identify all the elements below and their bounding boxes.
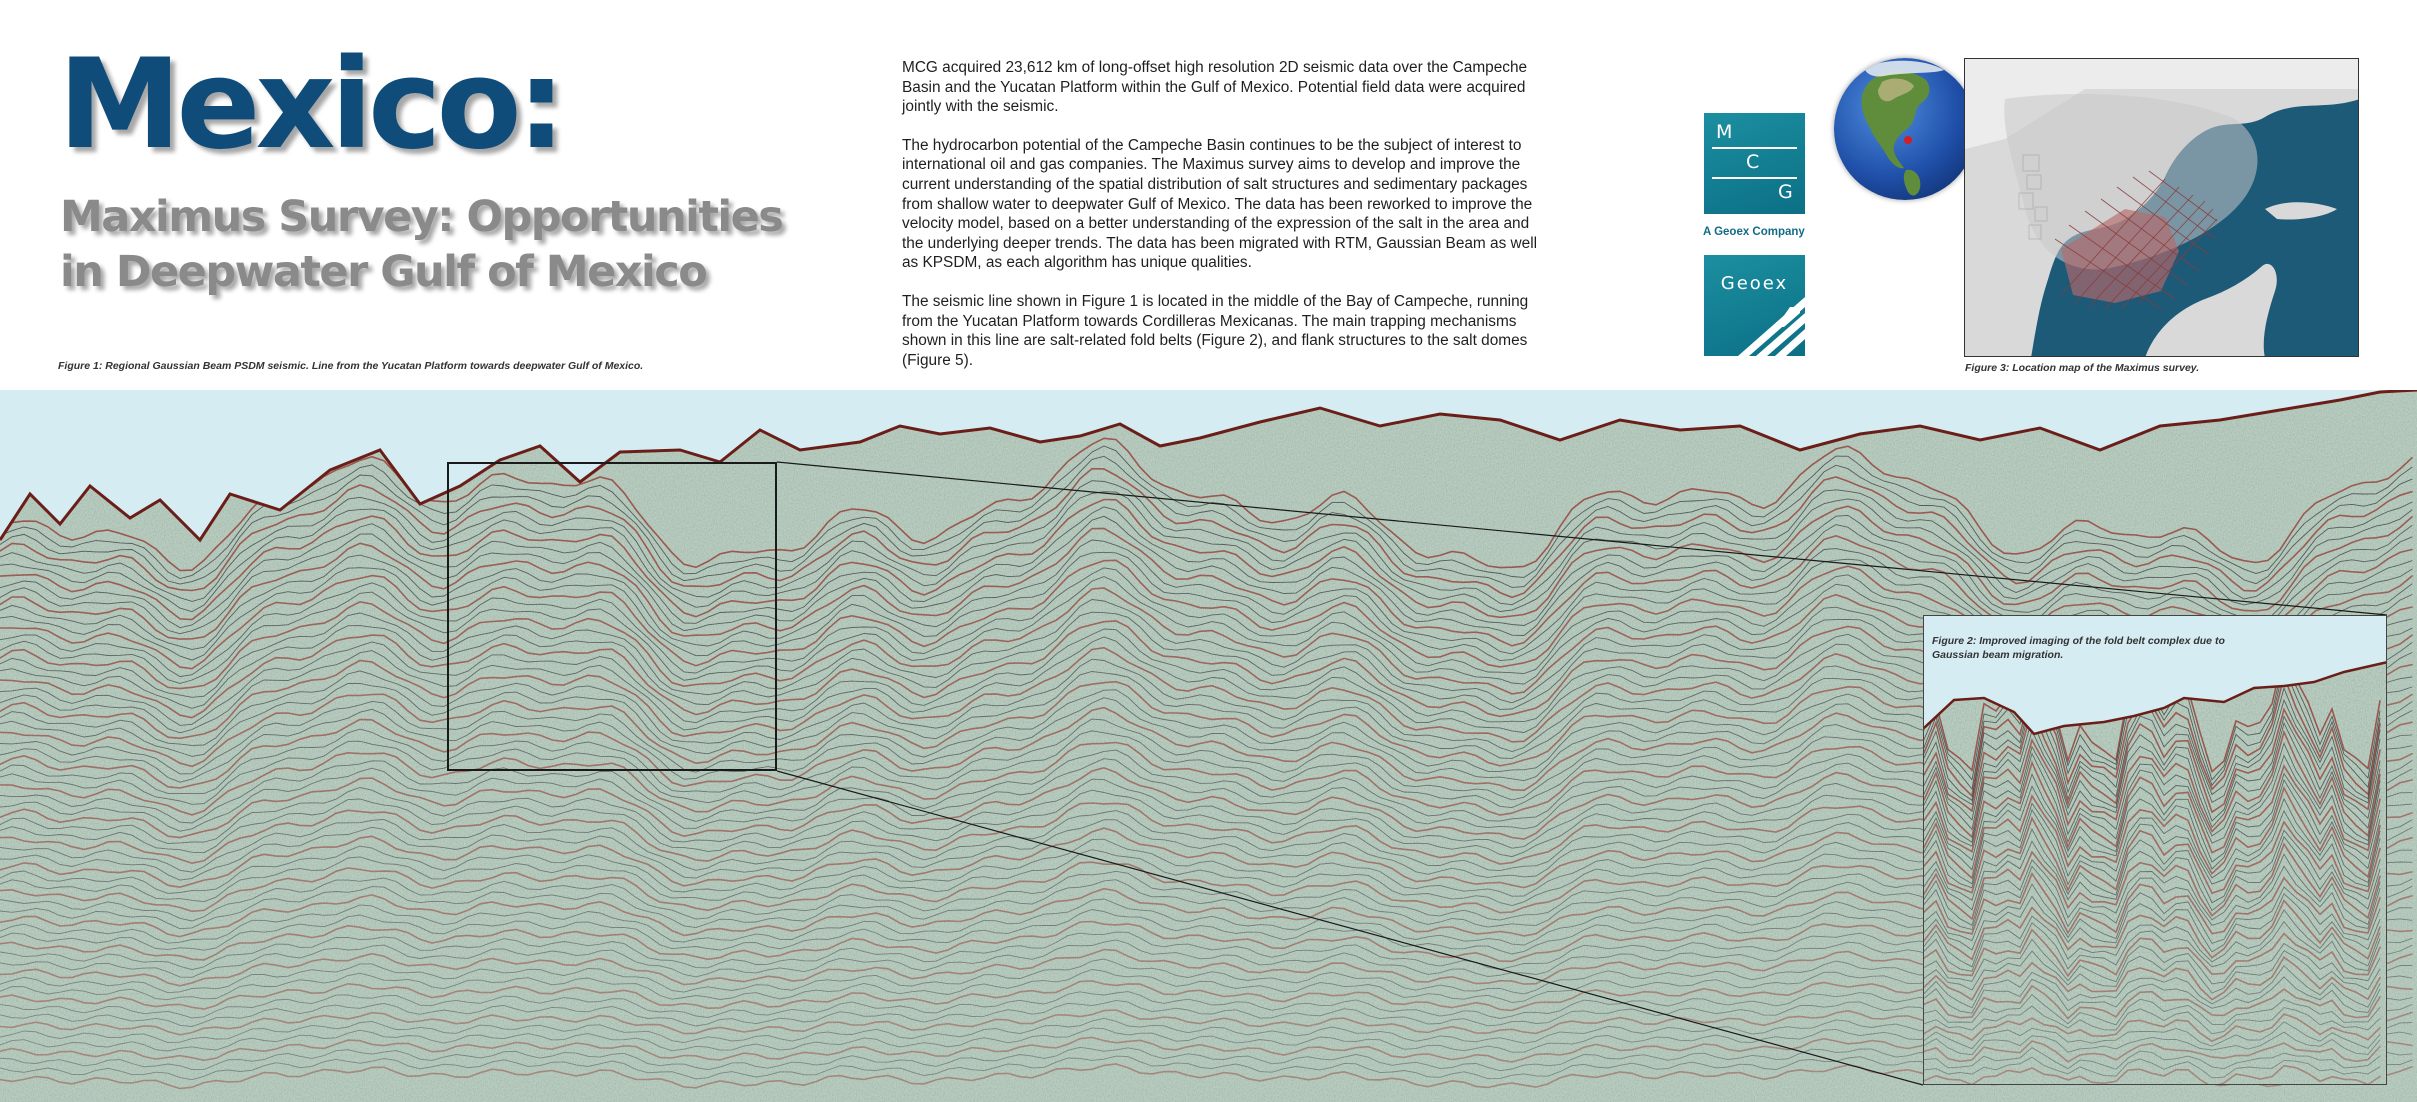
subtitle-line-1: Maximus Survey: Opportunities	[60, 192, 783, 242]
location-map-graphic	[1965, 59, 2359, 357]
location-map	[1964, 58, 2359, 357]
mcg-logo	[1704, 113, 1805, 214]
figure2-caption-line-2: Gaussian beam migration.	[1932, 649, 2064, 661]
figure2-caption	[1932, 634, 2225, 662]
logo-divider	[1712, 147, 1797, 149]
logo-divider	[1712, 177, 1797, 179]
paragraph-3: The seismic line shown in Figure 1 is located in the middle of the Bay of Campeche, running from the Yucatan Platform towards Cordilleras Mexicanas. The main trapping mechanisms shown in this line are salt-related fold belts (Figure 2), and flank structures to the salt domes (Figure 5).	[902, 292, 1529, 369]
page-subtitle	[60, 190, 820, 300]
figure2-zoom-frame	[447, 462, 777, 771]
mcg-letter-m: M	[1716, 121, 1733, 143]
mcg-tagline: A Geoex Company	[1703, 226, 1805, 238]
mcg-letter-g: G	[1778, 181, 1793, 203]
mcg-letter-c: C	[1746, 151, 1760, 173]
figure2-caption-line-1: Figure 2: Improved imaging of the fold belt complex due to	[1932, 635, 2225, 647]
paragraph-2: The hydrocarbon potential of the Campeche Basin continues to be the subject of interest to international oil and gas companies. The Maximus survey aims to develop and improve the current understanding of the spatial distribution of salt structures and sedimentary packages from shallow water to deepwater Gulf of Mexico. The data has been reworked to improve the velocity model, based on a better understanding of the expression of the salt in the area and the underlying deeper trends. The data has been migrated with RTM, Gaussian Beam as well as KPSDM, as each algorithm has unique qualities.	[902, 136, 1538, 272]
poster-header	[0, 0, 2417, 390]
geoex-wordmark: Geoex	[1720, 273, 1789, 294]
page-title: Mexico:	[58, 33, 562, 177]
subtitle-line-2: in Deepwater Gulf of Mexico	[60, 247, 707, 297]
survey-marker-icon	[1904, 136, 1912, 144]
globe-icon	[1834, 58, 1976, 200]
geoex-logo	[1704, 255, 1805, 356]
paragraph-1: MCG acquired 23,612 km of long-offset high resolution 2D seismic data over the Campeche Basin and the Yucatan Platform within the Gulf of Mexico. Potential field data were acquired jointly with the seismic.	[902, 59, 1528, 116]
figure2-seismic-image	[1924, 616, 2387, 1085]
body-text	[902, 58, 1552, 389]
geoex-stripes-icon	[1704, 255, 1805, 356]
figure3-caption: Figure 3: Location map of the Maximus survey.	[1965, 362, 2200, 374]
figure2-inset	[1923, 615, 2387, 1085]
figure1-caption: Figure 1: Regional Gaussian Beam PSDM seismic. Line from the Yucatan Platform towards deepwater Gulf of Mexico.	[58, 360, 644, 372]
globe-continents	[1834, 58, 1976, 200]
